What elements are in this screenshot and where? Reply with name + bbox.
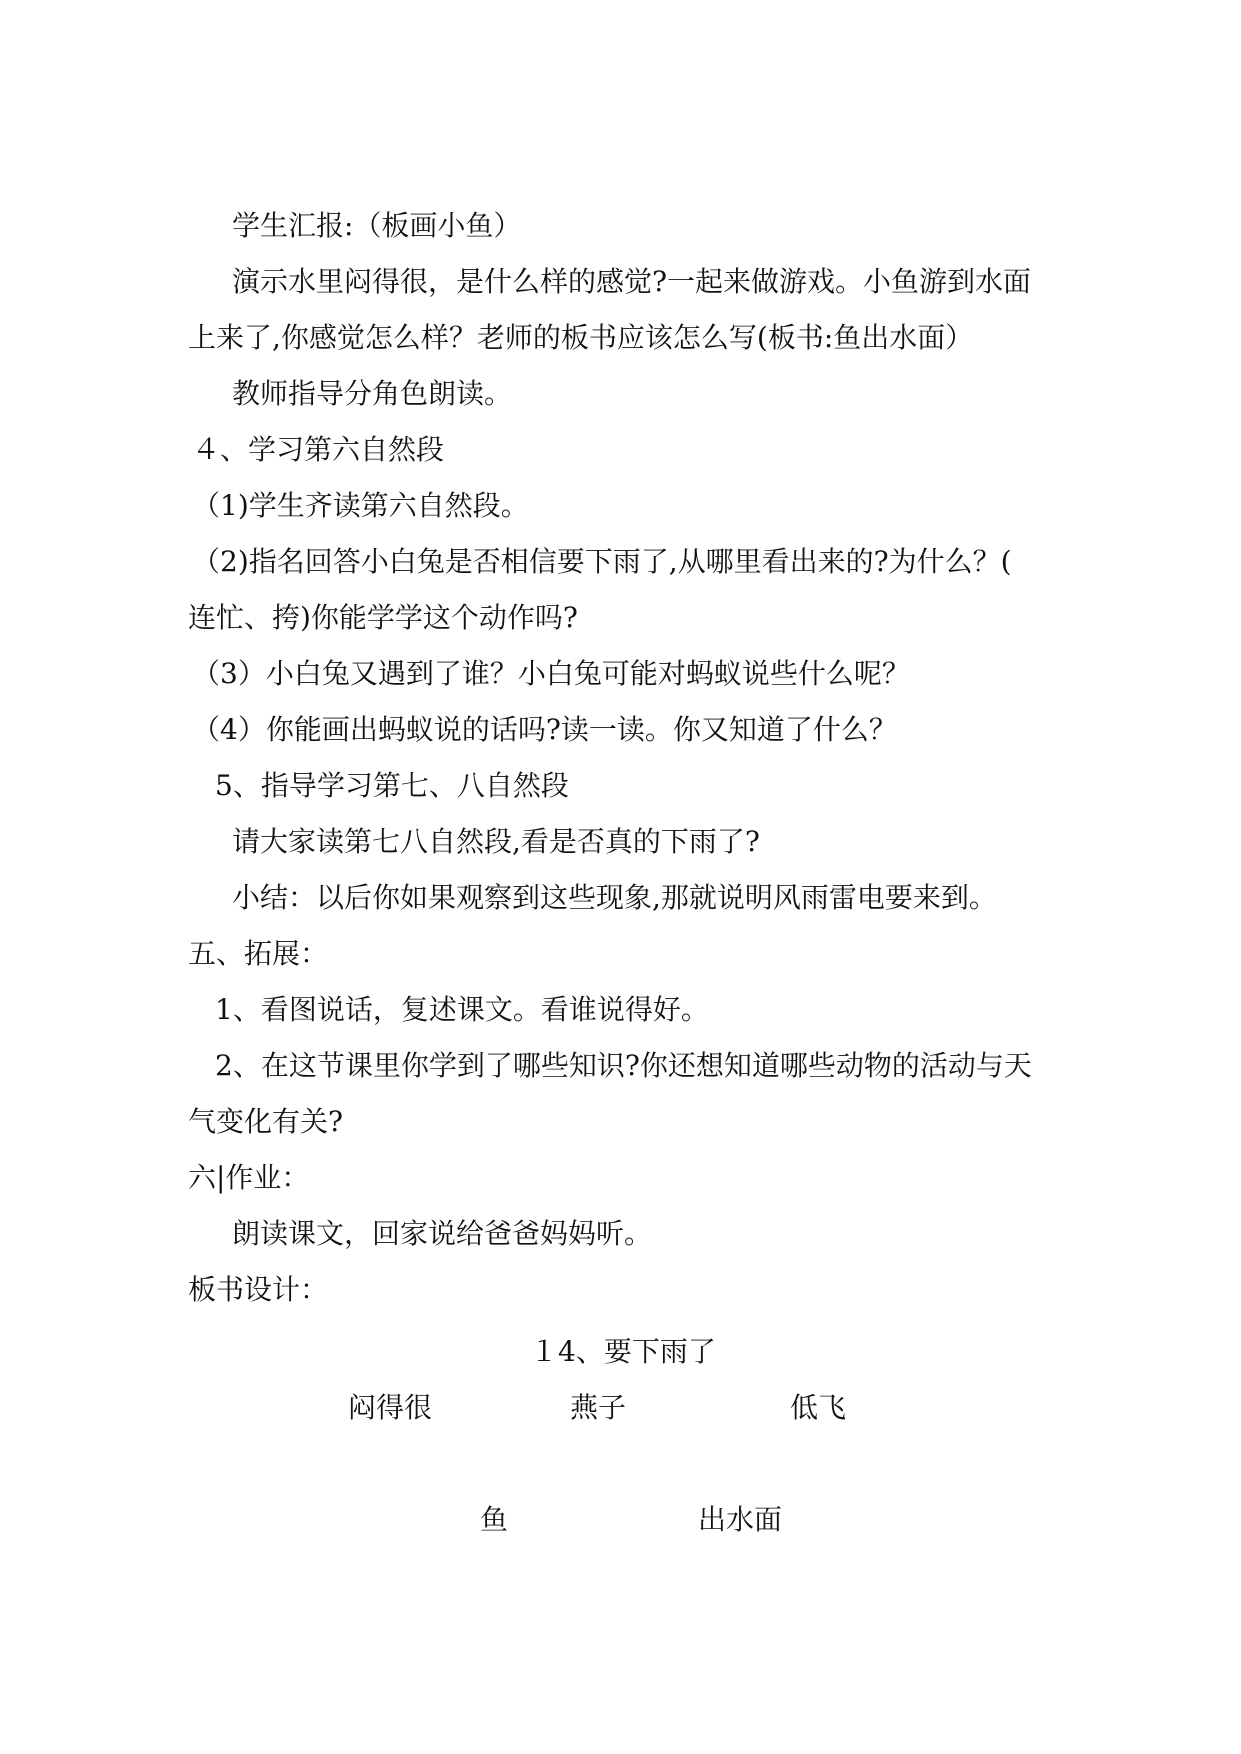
board-title: １4、要下雨了 [530, 1335, 716, 1368]
heading-homework: 六|作业： [188, 1161, 310, 1194]
paragraph-summary: 小结：以后你如果观察到这些现象,那就说明风雨雷电要来到。 [232, 881, 997, 914]
board-word-fly-low: 低飞 [790, 1391, 847, 1424]
extension-item-2: 2、在这节课里你学到了哪些知识?你还想知道哪些动物的活动与天 [215, 1049, 1032, 1082]
heading-section-5: 5、指导学习第七、八自然段 [215, 769, 569, 802]
paragraph-demo-cont: 上来了,你感觉怎么样？老师的板书应该怎么写(板书:鱼出水面） [188, 321, 974, 354]
list-item-3: （3）小白兔又遇到了谁？小白兔可能对蚂蚁说些什么呢？ [192, 657, 910, 690]
heading-extension: 五、拓展： [188, 937, 329, 970]
board-word-stuffy: 闷得很 [348, 1391, 433, 1424]
list-item-2-cont: 连忙、挎)你能学学这个动作吗? [188, 601, 578, 634]
homework-text: 朗读课文，回家说给爸爸妈妈听。 [232, 1217, 653, 1250]
list-item-4: （4）你能画出蚂蚁说的话吗?读一读。你又知道了什么？ [192, 713, 897, 746]
paragraph-role-reading: 教师指导分角色朗读。 [232, 377, 513, 410]
paragraph-demo: 演示水里闷得很，是什么样的感觉?一起来做游戏。小鱼游到水面 [232, 265, 1032, 298]
extension-item-2-cont: 气变化有关? [188, 1105, 344, 1138]
paragraph-read-7-8: 请大家读第七八自然段,看是否真的下雨了? [232, 825, 760, 858]
paragraph-student-report: 学生汇报:（板画小鱼） [232, 209, 522, 242]
list-item-1: （1)学生齐读第六自然段。 [192, 489, 529, 522]
list-item-2: （2)指名回答小白兔是否相信要下雨了,从哪里看出来的?为什么？( [192, 545, 1012, 578]
heading-section-4: ４、学习第六自然段 [192, 433, 445, 466]
extension-item-1: 1、看图说话，复述课文。看谁说得好。 [215, 993, 709, 1026]
board-word-swallow: 燕子 [570, 1391, 627, 1424]
board-word-fish: 鱼 [480, 1503, 509, 1536]
heading-board-design: 板书设计： [188, 1273, 329, 1306]
board-word-surface: 出水面 [698, 1503, 783, 1536]
